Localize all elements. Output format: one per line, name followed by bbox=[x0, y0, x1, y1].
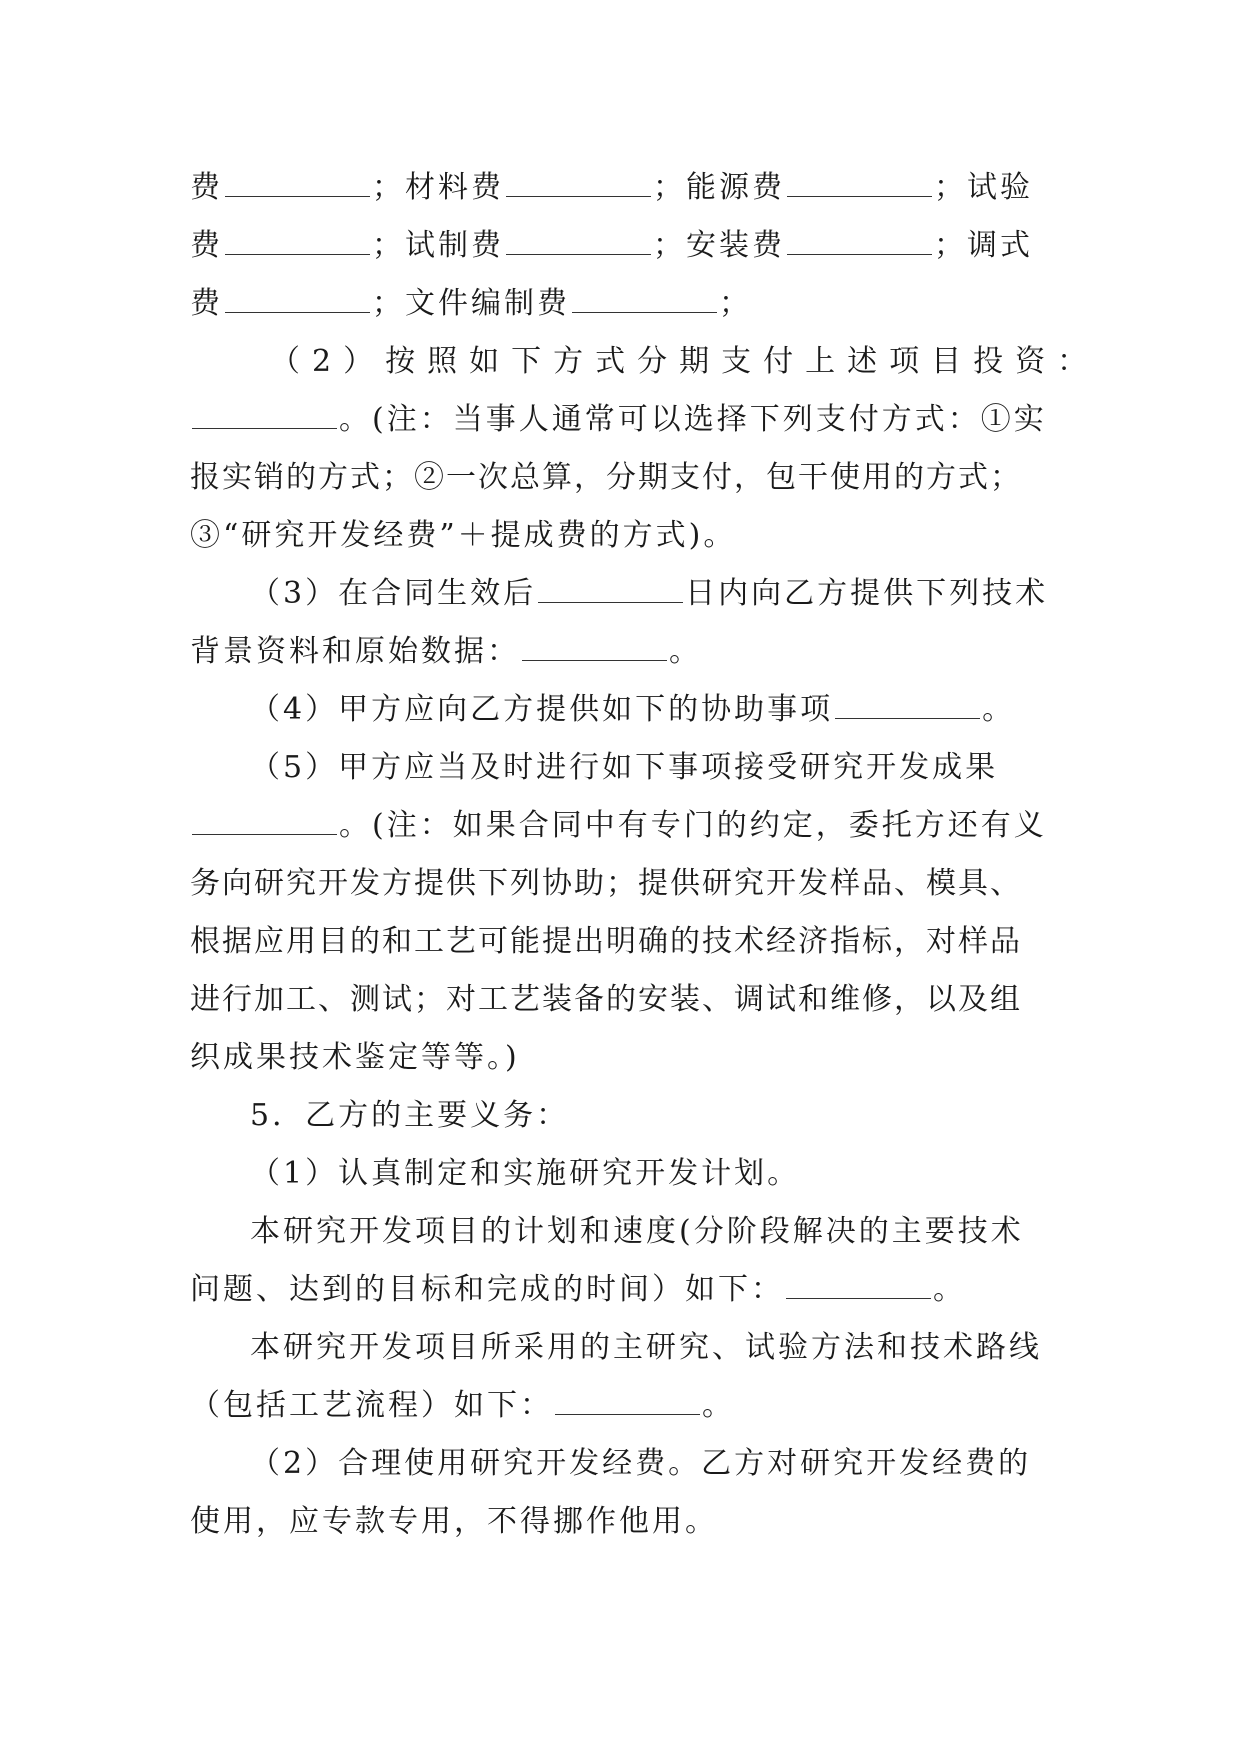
funds-line-2 bbox=[190, 1502, 1050, 1542]
p5-line-5 bbox=[190, 980, 1050, 1020]
text: 。(注：当事人通常可以选择下列支付方式：①实 bbox=[339, 402, 1047, 437]
text: 报实销的方式；②一次总算，分期支付，包干使用的方式； bbox=[190, 460, 1022, 495]
text: 本研究开发项目所采用的主研究、试验方法和技术路线 bbox=[250, 1330, 1042, 1365]
text: 问题、达到的目标和完成的时间）如下： bbox=[190, 1272, 784, 1307]
p5-line-2 bbox=[190, 806, 1050, 846]
text: 进行加工、测试；对工艺装备的安装、调试和维修，以及组 bbox=[190, 982, 1022, 1017]
text: （2）按照如下方式分期支付上述项目投资： bbox=[270, 344, 1100, 379]
text: 根据应用目的和工艺可能提出明确的技术经济指标，对样品 bbox=[190, 924, 1022, 959]
text: 。(注：如果合同中有专门的约定，委托方还有义 bbox=[339, 808, 1047, 843]
blank-field bbox=[787, 228, 932, 255]
blank-field bbox=[192, 402, 337, 429]
p2-line-4 bbox=[190, 516, 1050, 556]
section-5-title bbox=[250, 1096, 1110, 1136]
text: ；文件编制费 bbox=[372, 286, 570, 321]
text: 。 bbox=[933, 1272, 966, 1307]
blank-field bbox=[506, 170, 651, 197]
p4-line bbox=[250, 690, 1110, 730]
p5-line-4 bbox=[190, 922, 1050, 962]
text: 背景资料和原始数据： bbox=[190, 634, 520, 669]
blank-field bbox=[192, 808, 337, 835]
blank-field bbox=[786, 1272, 931, 1299]
text: （2）合理使用研究开发经费。乙方对研究开发经费的 bbox=[250, 1446, 1032, 1481]
text: 费 bbox=[190, 286, 223, 321]
p3-line-2 bbox=[190, 632, 1050, 672]
text: ；试验 bbox=[934, 170, 1033, 205]
method-line-2 bbox=[190, 1386, 1050, 1426]
text: ；试制费 bbox=[372, 228, 504, 263]
blank-field bbox=[572, 286, 717, 313]
blank-field bbox=[555, 1388, 700, 1415]
blank-field bbox=[835, 692, 980, 719]
text: ；调式 bbox=[934, 228, 1033, 263]
text: （3）在合同生效后 bbox=[250, 576, 537, 611]
p2-line-2 bbox=[190, 400, 1050, 440]
text: 使用，应专款专用，不得挪作他用。 bbox=[190, 1504, 718, 1539]
p5-line-3 bbox=[190, 864, 1050, 904]
text: 务向研究开发方提供下列协助；提供研究开发样品、模具、 bbox=[190, 866, 1022, 901]
text: ③“研究开发经费”＋提成费的方式)。 bbox=[190, 518, 737, 553]
blank-field bbox=[225, 170, 370, 197]
p5-line-6 bbox=[190, 1038, 1050, 1078]
plan-line-2 bbox=[190, 1270, 1050, 1310]
p2-line-3 bbox=[190, 458, 1050, 498]
text: ；安装费 bbox=[653, 228, 785, 263]
p2-heading bbox=[270, 342, 1100, 382]
p3-line-1 bbox=[250, 574, 1110, 614]
fee-line-1 bbox=[190, 168, 1050, 208]
plan-line-1 bbox=[250, 1212, 1110, 1252]
text: 日内向乙方提供下列技术 bbox=[685, 576, 1049, 611]
text: 本研究开发项目的计划和速度(分阶段解决的主要技术 bbox=[250, 1214, 1024, 1249]
funds-line-1 bbox=[250, 1444, 1110, 1484]
text: ； bbox=[719, 286, 752, 321]
blank-field bbox=[522, 634, 667, 661]
text: ；材料费 bbox=[372, 170, 504, 205]
text: 5．乙方的主要义务： bbox=[250, 1098, 570, 1133]
method-line-1 bbox=[250, 1328, 1110, 1368]
text: （5）甲方应当及时进行如下事项接受研究开发成果 bbox=[250, 750, 999, 785]
text: （1）认真制定和实施研究开发计划。 bbox=[250, 1156, 801, 1191]
text: ；能源费 bbox=[653, 170, 785, 205]
section-5-item-1 bbox=[250, 1154, 1110, 1194]
text: 。 bbox=[982, 692, 1016, 727]
blank-field bbox=[538, 576, 683, 603]
text: 费 bbox=[190, 228, 223, 263]
p5-heading bbox=[250, 748, 1110, 788]
blank-field bbox=[225, 286, 370, 313]
blank-field bbox=[506, 228, 651, 255]
text: 织成果技术鉴定等等。) bbox=[190, 1040, 520, 1075]
text: （包括工艺流程）如下： bbox=[190, 1388, 553, 1423]
fee-line-2 bbox=[190, 226, 1050, 266]
fee-line-3 bbox=[190, 284, 1050, 324]
text: 。 bbox=[669, 634, 702, 669]
text: 。 bbox=[702, 1388, 735, 1423]
blank-field bbox=[225, 228, 370, 255]
text: 费 bbox=[190, 170, 223, 205]
blank-field bbox=[787, 170, 932, 197]
text: （4）甲方应向乙方提供如下的协助事项 bbox=[250, 692, 834, 727]
